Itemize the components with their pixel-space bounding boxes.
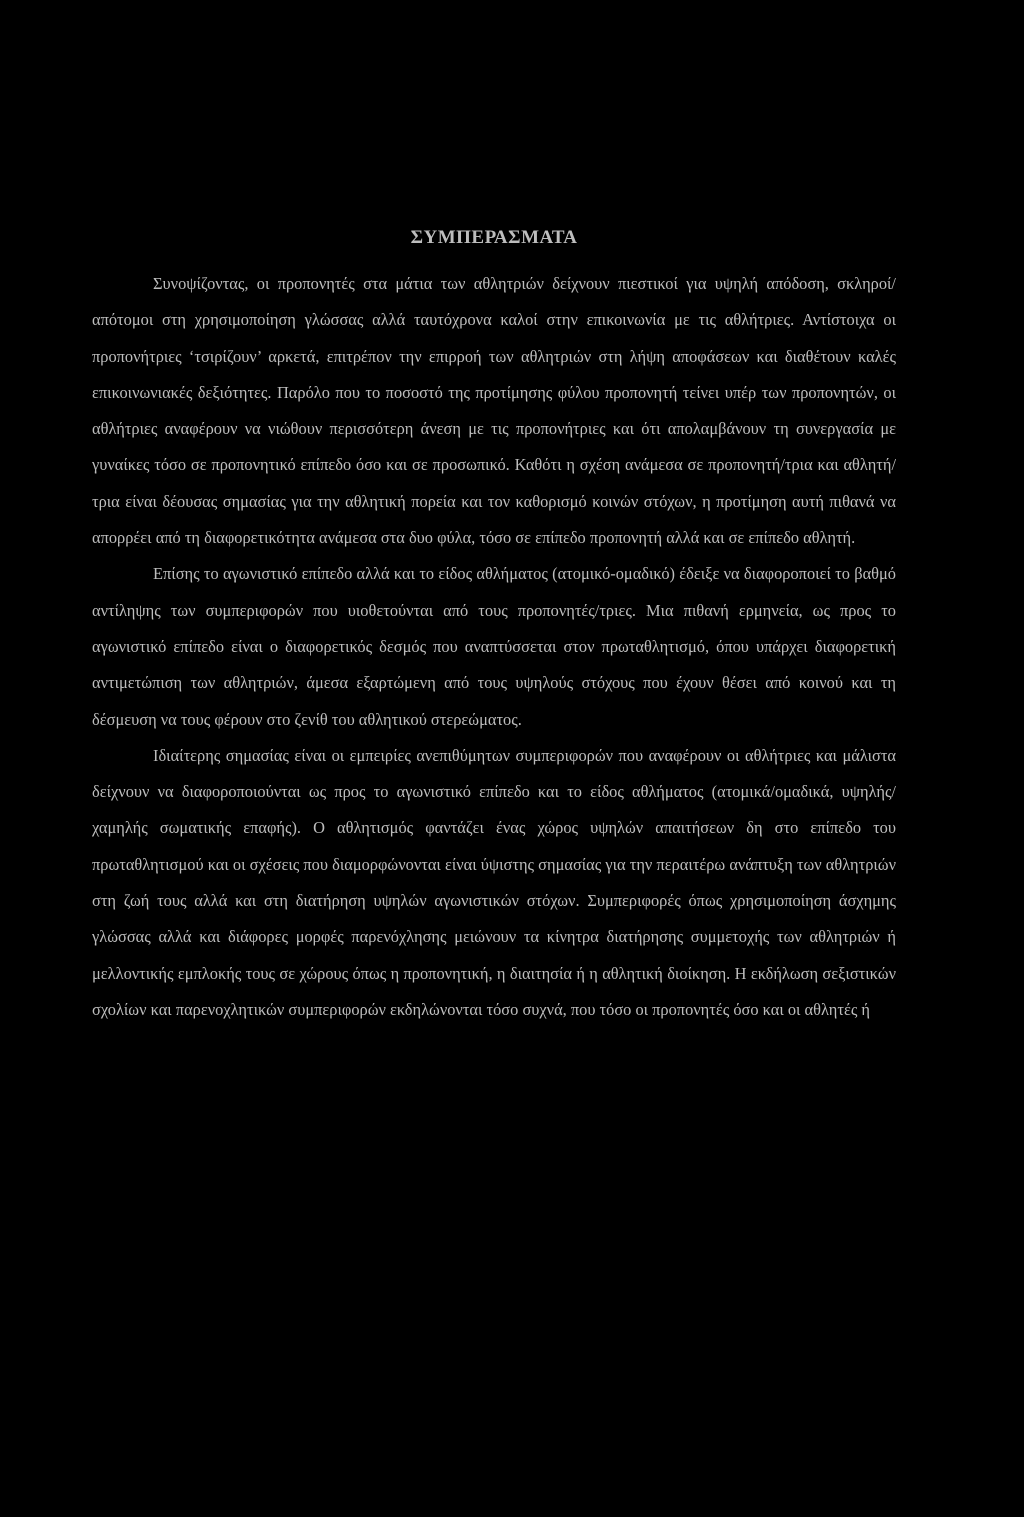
paragraph-competitive-level: Επίσης το αγωνιστικό επίπεδο αλλά και το είδος αθλήματος (ατομικό-ομαδικό) έδειξε να διαφοροποιεί το βαθμό αντίληψης των συμπεριφορών που υιοθετούνται από τους προπονητές/τριες. Μια πιθανή ερμηνεία, ως προς το αγωνιστικό επίπεδο είναι ο διαφορετικός δεσμός που αναπτύσσεται στον πρωταθλητισμό, όπου υπάρχει διαφορετική αντιμετώπιση των αθλητριών, άμεσα εξαρτώμενη από τους υψηλούς στόχους που έχουν θέσει από κοινού και τη δέσμευση να τους φέρουν στο ζενίθ του αθλητικού στερεώματος. (92, 564, 896, 729)
paragraph-unwanted-behaviors: Ιδιαίτερης σημασίας είναι οι εμπειρίες ανεπιθύμητων συμπεριφορών που αναφέρουν οι αθλήτριες και μάλιστα δείχνουν να διαφοροποιούνται ως προς το αγωνιστικό επίπεδο και το είδος αθλήματος (ατομικά/ομαδικά, υψηλής/χαμηλής σωματικής επαφής). Ο αθλητισμός φαντάζει ένας χώρος υψηλών απαιτήσεων δη στο επίπεδο του πρωταθλητισμού και οι σχέσεις που διαμορφώνονται είναι ύψιστης σημασίας για την περαιτέρω ανάπτυξη των αθλητριών στη ζωή τους αλλά και στη διατήρηση υψηλών αγωνιστικών στόχων. Συμπεριφορές όπως χρησιμοποίηση άσχημης γλώσσας αλλά και διάφορες μορφές παρενόχλησης μειώνουν τα κίνητρα διατήρησης συμμετοχής των αθλητριών ή μελλοντικής εμπλοκής τους σε χώρους όπως η προπονητική, η διαιτησία ή η αθλητική διοίκηση. Η εκδήλωση σεξιστικών σχολίων και παρενοχλητικών συμπεριφορών εκδηλώνονται τόσο συχνά, που τόσο οι προπονητές όσο και οι αθλητές ή (92, 745, 896, 1019)
paragraph-summary: Συνοψίζοντας, οι προπονητές στα μάτια των αθλητριών δείχνουν πιεστικοί για υψηλή απόδοση, σκληροί/απότομοι στη χρησιμοποίηση γλώσσας αλλά ταυτόχρονα καλοί στην επικοινωνία με τις αθλήτριες. Αντίστοιχα οι προπονήτριες ‘τσιρίζουν’ αρκετά, επιτρέπον την επιρροή των αθλητριών στη λήψη αποφάσεων και διαθέτουν καλές επικοινωνιακές δεξιότητες. Παρόλο που το ποσοστό της προτίμησης φύλου προπονητή τείνει υπέρ των προπονητών, οι αθλήτριες αναφέρουν να νιώθουν περισσότερη άνεση με τις προπονήτριες και ότι απολαμβάνουν τη συνεργασία με γυναίκες τόσο σε προπονητικό επίπεδο όσο και σε προσωπικό. Καθότι η σχέση ανάμεσα σε προπονητή/τρια και αθλητή/τρια είναι δέουσας σημασίας για την αθλητική πορεία και τον καθορισμό κοινών στόχων, η προτίμηση αυτή πιθανά να απορρέει από τη διαφορετικότητα ανάμεσα στα δυο φύλα, τόσο σε επίπεδο προπονητή αλλά και σε επίπεδο αθλητή. (92, 274, 896, 548)
document-page (92, 226, 896, 1028)
section-heading: ΣΥΜΠΕΡΑΣΜΑΤΑ (410, 227, 578, 248)
